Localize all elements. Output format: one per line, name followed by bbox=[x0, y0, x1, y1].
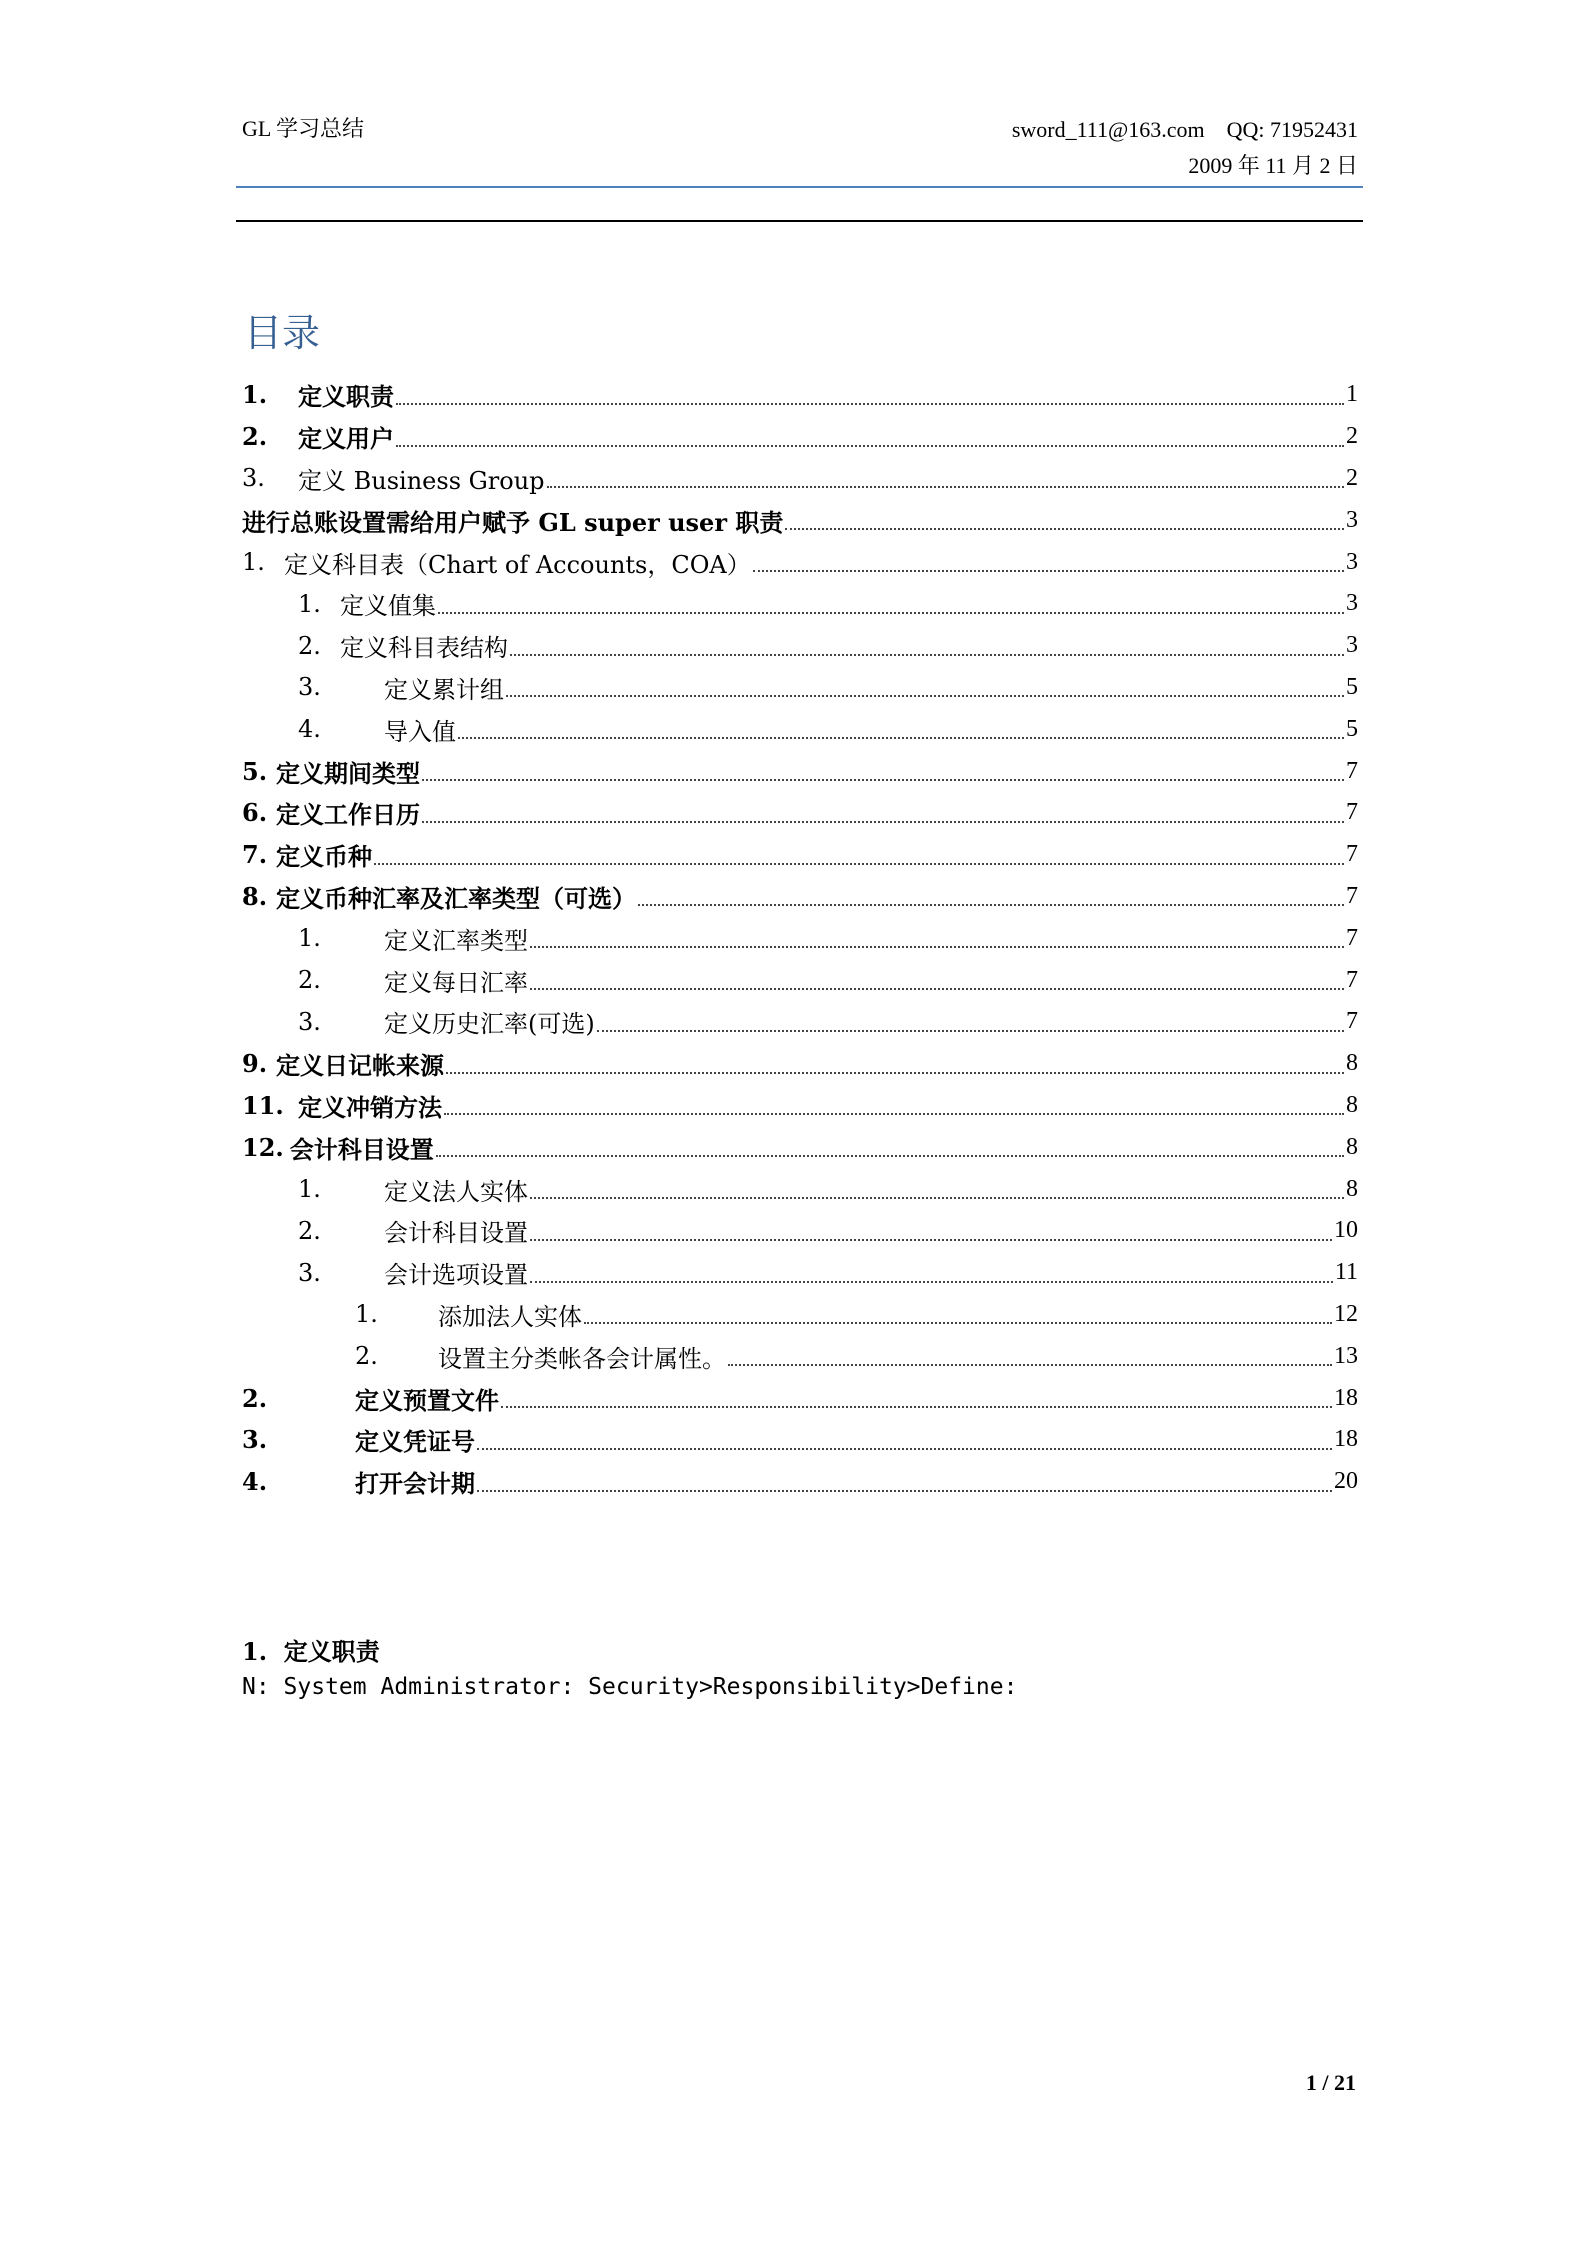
toc-entry-number: 11. bbox=[242, 1090, 284, 1120]
toc-entry-page: 12 bbox=[1334, 1300, 1358, 1327]
toc-entry-number: 4. bbox=[298, 715, 321, 744]
toc-entry-title: 定义币种 bbox=[276, 842, 372, 872]
toc-entry-page: 5 bbox=[1346, 715, 1358, 742]
toc-entry-title: 导入值 bbox=[384, 717, 456, 746]
header-info bbox=[1012, 112, 1358, 184]
dot-leader bbox=[753, 570, 1344, 572]
dot-leader bbox=[446, 1072, 1344, 1074]
toc-entry[interactable] bbox=[242, 625, 1358, 667]
toc-entry[interactable] bbox=[242, 834, 1358, 876]
toc-entry-title: 会计科目设置 bbox=[384, 1219, 528, 1248]
toc-entry[interactable] bbox=[242, 1377, 1358, 1419]
toc-entry[interactable] bbox=[242, 1001, 1358, 1043]
toc-entry[interactable] bbox=[242, 583, 1358, 625]
toc-entry-number: 2. bbox=[242, 422, 268, 452]
toc-entry-page: 3 bbox=[1346, 548, 1358, 575]
dot-leader bbox=[584, 1322, 1332, 1324]
toc-entry-page: 7 bbox=[1346, 966, 1358, 993]
toc-entry-title: 定义 Business Group bbox=[298, 466, 545, 495]
toc-entry-title: 打开会计期 bbox=[355, 1469, 475, 1499]
toc-entry-title: 定义用户 bbox=[298, 424, 394, 454]
toc-entry-number: 4. bbox=[242, 1467, 268, 1497]
toc-entry-number: 3. bbox=[298, 1007, 321, 1036]
dot-leader bbox=[530, 1239, 1332, 1241]
dot-leader bbox=[444, 1113, 1344, 1115]
toc-entry-title: 定义历史汇率(可选) bbox=[384, 1010, 595, 1039]
toc-entry-title: 添加法人实体 bbox=[438, 1302, 582, 1331]
dot-leader bbox=[530, 1281, 1333, 1283]
dot-leader bbox=[501, 1406, 1332, 1408]
dot-leader bbox=[436, 1155, 1344, 1157]
toc-entry-page: 2 bbox=[1346, 423, 1358, 450]
toc-entry-page: 8 bbox=[1346, 1133, 1358, 1160]
toc-entry-title: 设置主分类帐各会计属性。 bbox=[438, 1344, 726, 1373]
dot-leader bbox=[728, 1364, 1332, 1366]
table-of-contents bbox=[242, 374, 1358, 1503]
toc-entry-page: 1 bbox=[1346, 381, 1358, 408]
toc-entry-number: 3. bbox=[242, 464, 265, 493]
toc-entry-title: 定义科目表（Chart of Accounts，COA） bbox=[284, 550, 751, 579]
toc-entry-number: 12. bbox=[242, 1132, 284, 1162]
page-number: 1 / 21 bbox=[1305, 2070, 1356, 2095]
toc-entry-title: 定义币种汇率及汇率类型（可选） bbox=[276, 883, 636, 913]
toc-entry-number: 1. bbox=[242, 548, 265, 577]
toc-entry-number: 3. bbox=[242, 1425, 268, 1455]
toc-entry-page: 10 bbox=[1334, 1217, 1358, 1244]
header-contact: sword_111@163.com QQ: 71952431 bbox=[1011, 117, 1358, 142]
dot-leader bbox=[422, 821, 1344, 823]
dot-leader bbox=[597, 1030, 1344, 1032]
header-title: GL 学习总结 bbox=[242, 116, 365, 141]
toc-entry-title: 定义科目表结构 bbox=[340, 634, 508, 663]
toc-entry[interactable] bbox=[242, 708, 1358, 750]
toc-entry[interactable] bbox=[242, 1252, 1358, 1294]
toc-title: 目录 bbox=[244, 311, 321, 355]
toc-entry-title: 定义工作日历 bbox=[276, 800, 420, 830]
toc-entry-number: 2. bbox=[298, 966, 321, 995]
toc-entry-title: 会计科目设置 bbox=[289, 1134, 434, 1164]
toc-entry-title: 定义预置文件 bbox=[355, 1385, 499, 1415]
toc-entry-page: 18 bbox=[1334, 1426, 1358, 1453]
toc-entry[interactable] bbox=[242, 541, 1358, 583]
toc-entry[interactable] bbox=[242, 1168, 1358, 1210]
dot-leader bbox=[422, 779, 1344, 781]
dot-leader bbox=[374, 863, 1344, 865]
toc-entry-title: 定义冲销方法 bbox=[298, 1092, 442, 1122]
toc-entry-number: 6. bbox=[242, 798, 268, 828]
dot-leader bbox=[638, 904, 1344, 906]
toc-entry-title: 定义值集 bbox=[340, 592, 436, 621]
toc-entry-page: 3 bbox=[1346, 506, 1358, 533]
toc-entry-page: 2 bbox=[1346, 464, 1358, 491]
toc-entry[interactable] bbox=[242, 876, 1358, 918]
toc-entry[interactable] bbox=[242, 959, 1358, 1001]
toc-entry-page: 7 bbox=[1346, 799, 1358, 826]
toc-entry-page: 5 bbox=[1346, 673, 1358, 700]
dot-leader bbox=[458, 737, 1344, 739]
toc-entry-number: 2. bbox=[298, 1216, 321, 1245]
toc-entry[interactable] bbox=[242, 667, 1358, 709]
toc-entry-number: 1. bbox=[298, 589, 321, 618]
section-heading: 1. 定义职责 bbox=[242, 1637, 380, 1666]
dot-leader bbox=[510, 654, 1344, 656]
toc-entry[interactable] bbox=[242, 374, 1358, 416]
header-date: 2009 年 11 月 2 日 bbox=[1188, 153, 1358, 178]
toc-entry-number: 1. bbox=[298, 924, 321, 953]
toc-entry-page: 18 bbox=[1334, 1384, 1358, 1411]
toc-entry[interactable] bbox=[242, 917, 1358, 959]
toc-entry-page: 3 bbox=[1346, 632, 1358, 659]
toc-entry-title: 定义凭证号 bbox=[355, 1427, 475, 1457]
divider bbox=[236, 220, 1363, 222]
toc-entry-page: 7 bbox=[1346, 757, 1358, 784]
toc-entry[interactable] bbox=[242, 416, 1358, 458]
toc-entry[interactable] bbox=[242, 750, 1358, 792]
toc-entry-page: 8 bbox=[1346, 1050, 1358, 1077]
toc-entry-title: 定义日记帐来源 bbox=[276, 1051, 444, 1081]
toc-entry-title: 定义法人实体 bbox=[384, 1177, 528, 1206]
toc-entry-page: 7 bbox=[1346, 882, 1358, 909]
toc-entry[interactable] bbox=[242, 458, 1358, 500]
toc-entry-page: 3 bbox=[1346, 590, 1358, 617]
toc-entry[interactable] bbox=[242, 1085, 1358, 1127]
toc-entry-number: 2. bbox=[298, 631, 321, 660]
dot-leader bbox=[477, 1448, 1332, 1450]
toc-entry-number: 2. bbox=[242, 1383, 268, 1413]
toc-entry-number: 3. bbox=[298, 1258, 321, 1287]
toc-entry[interactable] bbox=[242, 1419, 1358, 1461]
toc-entry-title: 定义每日汇率 bbox=[384, 968, 528, 997]
toc-entry[interactable] bbox=[242, 1126, 1358, 1168]
toc-entry-page: 7 bbox=[1346, 841, 1358, 868]
toc-entry-title: 会计选项设置 bbox=[384, 1261, 528, 1290]
toc-entry[interactable] bbox=[242, 792, 1358, 834]
navigation-path: N: System Administrator: Security>Responsibility>Define: bbox=[242, 1674, 1018, 1700]
toc-entry-title: 定义职责 bbox=[298, 382, 394, 412]
toc-entry-number: 2. bbox=[355, 1342, 378, 1371]
toc-entry[interactable] bbox=[242, 1210, 1358, 1252]
toc-entry-page: 8 bbox=[1346, 1091, 1358, 1118]
toc-entry[interactable] bbox=[242, 1335, 1358, 1377]
toc-entry-number: 1. bbox=[298, 1175, 321, 1204]
toc-entry-number: 8. bbox=[242, 881, 268, 911]
toc-entry-page: 13 bbox=[1334, 1342, 1358, 1369]
toc-entry-page: 7 bbox=[1346, 924, 1358, 951]
dot-leader bbox=[530, 988, 1344, 990]
toc-entry-number: 7. bbox=[242, 840, 268, 870]
toc-entry-title: 定义汇率类型 bbox=[384, 926, 528, 955]
dot-leader bbox=[438, 612, 1344, 614]
toc-entry-number: 1. bbox=[355, 1300, 378, 1329]
toc-entry-number: 5. bbox=[242, 756, 268, 786]
dot-leader bbox=[785, 528, 1344, 530]
toc-entry-title: 进行总账设置需给用户赋予 GL super user 职责 bbox=[242, 507, 784, 537]
toc-entry[interactable] bbox=[242, 1043, 1358, 1085]
toc-entry-title: 定义累计组 bbox=[384, 675, 504, 704]
toc-entry-page: 20 bbox=[1334, 1468, 1358, 1495]
dot-leader bbox=[506, 695, 1344, 697]
toc-entry[interactable] bbox=[242, 1461, 1358, 1503]
toc-entry-page: 7 bbox=[1346, 1008, 1358, 1035]
dot-leader bbox=[547, 486, 1344, 488]
toc-entry-page: 11 bbox=[1334, 1259, 1358, 1286]
dot-leader bbox=[530, 946, 1344, 948]
dot-leader bbox=[396, 403, 1344, 405]
dot-leader bbox=[477, 1490, 1332, 1492]
toc-entry[interactable] bbox=[242, 499, 1358, 541]
toc-entry-number: 9. bbox=[242, 1049, 268, 1079]
dot-leader bbox=[396, 445, 1344, 447]
toc-entry-number: 3. bbox=[298, 673, 321, 702]
header-rule bbox=[236, 186, 1363, 188]
toc-entry-page: 8 bbox=[1346, 1175, 1358, 1202]
toc-entry[interactable] bbox=[242, 1294, 1358, 1336]
toc-entry-number: 1. bbox=[242, 380, 268, 410]
dot-leader bbox=[530, 1197, 1344, 1199]
toc-entry-title: 定义期间类型 bbox=[276, 758, 420, 788]
